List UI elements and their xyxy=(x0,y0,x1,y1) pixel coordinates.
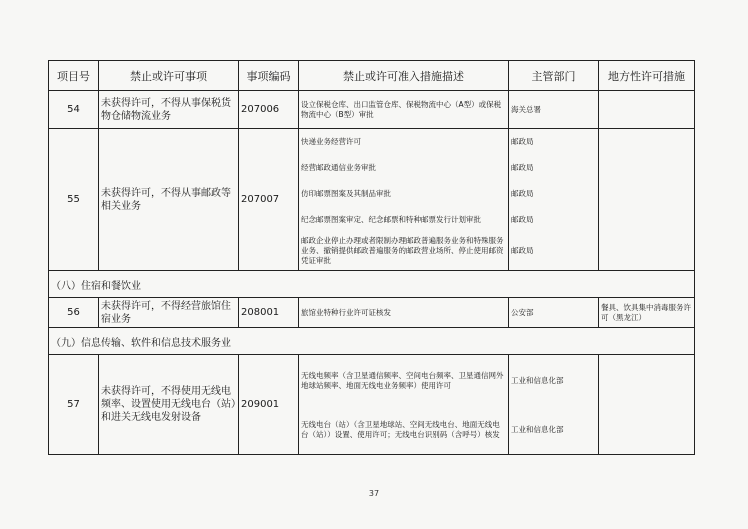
header-local-measures: 地方性许可措施 xyxy=(599,61,695,91)
item-code: 208001 xyxy=(239,298,299,328)
measure-description: 设立保税仓库、出口监管仓库、保税物流中心（A型）或保税物流中心（B型）审批 xyxy=(299,91,509,129)
table-row xyxy=(49,355,695,407)
header-code: 事项编码 xyxy=(239,61,299,91)
prohibition-text: 未获得许可，不得使用无线电频率、设置使用无线电台（站）和进关无线电发射设备 xyxy=(99,355,239,455)
department: 工业和信息化部 xyxy=(509,407,599,455)
header-item-number: 项目号 xyxy=(49,61,99,91)
department: 工业和信息化部 xyxy=(509,355,599,407)
measure-description: 快递业务经营许可 xyxy=(299,129,509,155)
item-code: 207007 xyxy=(239,129,299,271)
measure-description: 旅馆业特种行业许可证核发 xyxy=(299,298,509,328)
measure-description: 无线电频率（含卫星通信频率、空间电台频率、卫星通信网外地球站频率、地面无线电业务频率）使用许可 xyxy=(299,355,509,407)
item-code: 207006 xyxy=(239,91,299,129)
prohibition-text: 未获得许可，不得经营旅馆住宿业务 xyxy=(99,298,239,328)
local-measure xyxy=(599,129,695,271)
row-number: 54 xyxy=(49,91,99,129)
measure-description: 无线电台（站）（含卫星地球站、空间无线电台、地面无线电台（站））设置、使用许可；无线电台识别码（含呼号）核发 xyxy=(299,407,509,455)
header-item: 禁止或许可事项 xyxy=(99,61,239,91)
regulation-table xyxy=(48,60,695,455)
row-number: 55 xyxy=(49,129,99,271)
header-description: 禁止或许可准入措施描述 xyxy=(299,61,509,91)
table-row xyxy=(49,129,695,155)
table-header-row xyxy=(49,61,695,91)
row-number: 57 xyxy=(49,355,99,455)
department: 邮政局 xyxy=(509,181,599,207)
row-number: 56 xyxy=(49,298,99,328)
table-row xyxy=(49,91,695,129)
measure-description: 经营邮政通信业务审批 xyxy=(299,155,509,181)
measure-description: 邮政企业停止办理或者限制办理邮政普遍服务业务和特殊服务业务、撤销提供邮政普遍服务的邮政营业场所、停止使用邮资凭证审批 xyxy=(299,233,509,271)
local-measure: 餐具、饮具集中消毒服务许可（黑龙江） xyxy=(599,298,695,328)
item-code: 209001 xyxy=(239,355,299,455)
department: 邮政局 xyxy=(509,155,599,181)
section-title: （八）住宿和餐饮业 xyxy=(49,271,695,298)
local-measure xyxy=(599,355,695,455)
department: 邮政局 xyxy=(509,129,599,155)
department: 公安部 xyxy=(509,298,599,328)
department: 邮政局 xyxy=(509,233,599,271)
table-row xyxy=(49,298,695,328)
page-number: 37 xyxy=(368,489,380,498)
department: 海关总署 xyxy=(509,91,599,129)
measure-description: 纪念邮票图案审定、纪念邮票和特种邮票发行计划审批 xyxy=(299,207,509,233)
section-title: （九）信息传输、软件和信息技术服务业 xyxy=(49,328,695,355)
department: 邮政局 xyxy=(509,207,599,233)
header-department: 主管部门 xyxy=(509,61,599,91)
prohibition-text: 未获得许可，不得从事保税货物仓储物流业务 xyxy=(99,91,239,129)
prohibition-text: 未获得许可，不得从事邮政等相关业务 xyxy=(99,129,239,271)
measure-description: 仿印邮票图案及其制品审批 xyxy=(299,181,509,207)
section-row xyxy=(49,328,695,355)
local-measure xyxy=(599,91,695,129)
section-row xyxy=(49,271,695,298)
